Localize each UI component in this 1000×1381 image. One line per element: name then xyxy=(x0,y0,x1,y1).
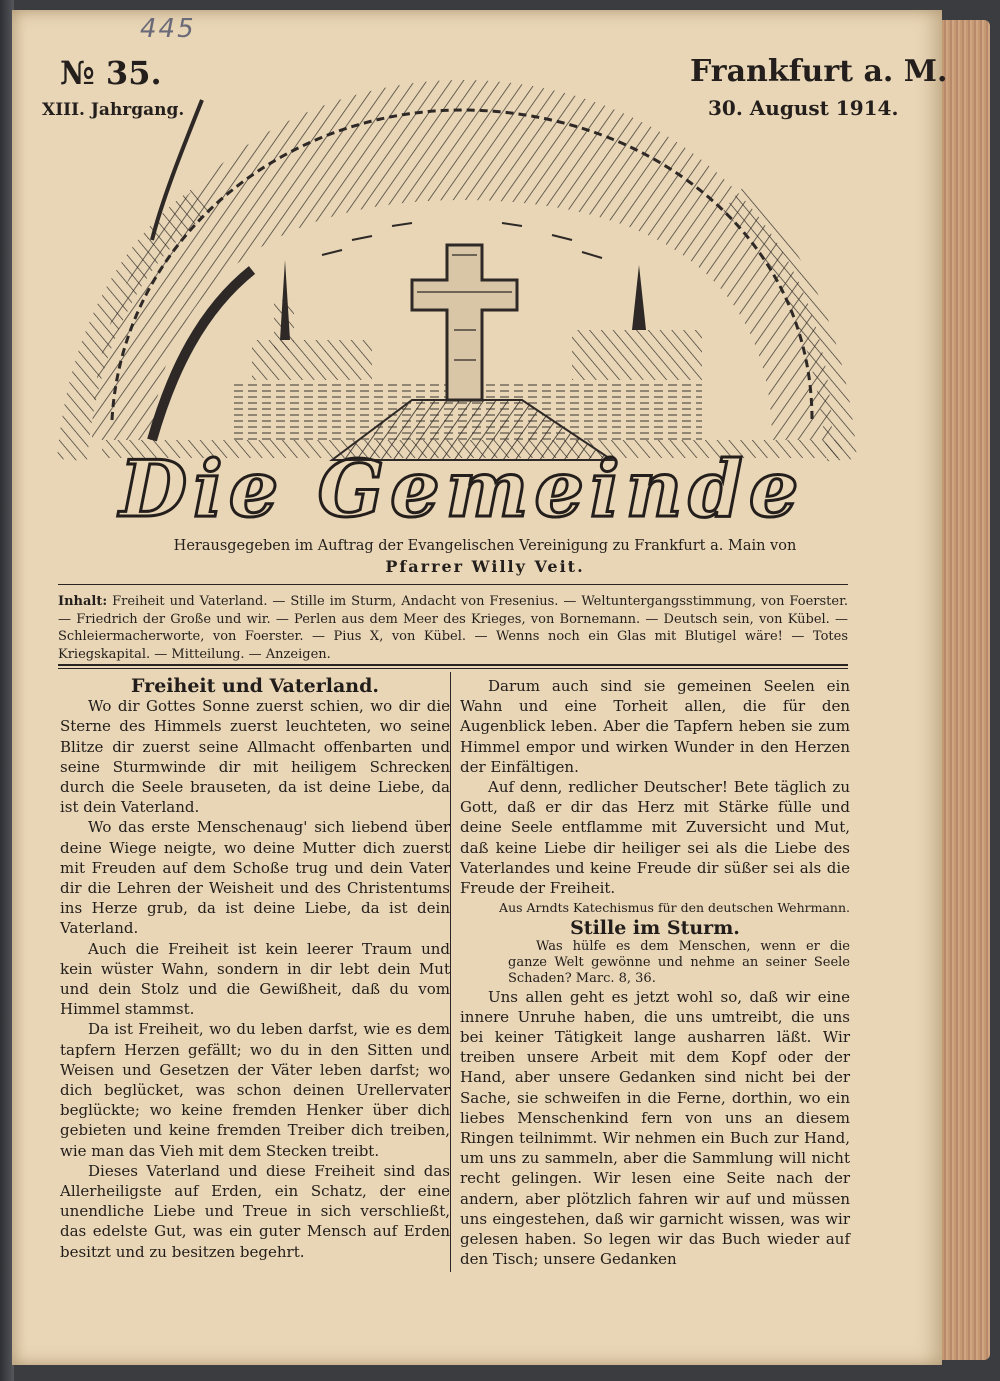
rule-top xyxy=(58,584,848,585)
issue-number: № 35. xyxy=(60,54,162,92)
column-left xyxy=(60,676,450,1262)
toc-text: Freiheit und Vaterland. — Stille im Sturm, Andacht von Fresenius. — Weltuntergangsstimmung, von Foerster. — Friedrich der Große und wir. — Perlen aus dem Meer des Krieges, von Bornemann. — Deutsch sein, von Kübel. — Schleiermacherworte, von Foerster. — Pius X, von Kübel. — Wenns noch ein Glas mit Blutigel wäre! — Totes Kriegskapital. — Mitteilung. — Anzeigen. xyxy=(58,594,848,662)
article-paragraph: Dieses Vaterland und diese Freiheit sind das Allerheiligste auf Erden, ein Schatz, der eine unendliche Liebe und Treue in sich verschließt, das edelste Gut, was ein guter Mensch auf Erden besitzt und zu besitzen begehrt. xyxy=(60,1161,450,1261)
article-paragraph: Auf denn, redlicher Deutscher! Bete täglich zu Gott, daß er dir das Herz mit Stärke fülle und deine Seele entflamme mit Zuversicht und Mut, daß keine Liebe dir heiliger sei als die Liebe des Vaterlandes und keine Freude dir süßer sei als die Freude der Freiheit. xyxy=(460,778,850,898)
article-paragraph: Wo dir Gottes Sonne zuerst schien, wo dir die Sterne des Himmels zuerst leuchteten, wo seine Blitze dir zuerst seine Allmacht offenbarten und seine Sturmwinde dir mit heiligem Schrecken durch die Seele brauseten, da ist deine Liebe, da ist dein Vaterland. xyxy=(60,697,450,817)
article-paragraph: Auch die Freiheit ist kein leerer Traum und kein wüster Wahn, sondern in dir lebt dein Mut und dein Stolz und die Gewißheit, daß du vom Himmel stammst. xyxy=(60,939,450,1019)
article-paragraph: Darum auch sind sie gemeinen Seelen ein Wahn und eine Torheit allen, die für den Augenblick leben. Aber die Tapfern heben sie zum Himmel empor und wirken Wunder in den Herzen der Einfältigen. xyxy=(460,677,850,776)
volume-label: XIII. Jahrgang. xyxy=(42,100,185,120)
masthead-title-lettering: Die Gemeinde xyxy=(119,444,805,530)
issue-date: 30. August 1914. xyxy=(708,96,899,120)
column-right xyxy=(460,676,850,1269)
article-source: Aus Arndts Katechismus für den deutschen Wehrmann. xyxy=(499,900,850,916)
rule-section-thin xyxy=(58,668,848,669)
article-title-stille: Stille im Sturm. xyxy=(570,917,740,940)
toc-label: Inhalt: xyxy=(58,594,108,609)
book-fore-edge xyxy=(942,20,990,1360)
masthead-illustration xyxy=(52,40,862,530)
publisher-line: Herausgegeben im Auftrag der Evangelischen Vereinigung zu Frankfurt a. Main von xyxy=(173,538,797,554)
article-paragraph: Uns allen geht es jetzt wohl so, daß wir eine innere Unruhe haben, die uns umtreibt, die uns bei keiner Tätigkeit lange ausharren läßt. Wir treiben unsere Arbeit mit dem Kopf oder der Hand, aber unsere Gedanken sind nicht bei der Sache, sie schweifen in die Ferne, dorthin, wo ein liebes Menschenkind fern von uns an diesem Ringen teilnimmt. Wir nehmen ein Buch zur Hand, um uns zu sammeln, aber die Sammlung will nicht recht gelingen. Wir lesen eine Seite nach der andern, aber plötzlich fahren wir auf und müssen uns eingestehen, daß wir garnicht wissen, was wir gelesen haben. So legen wir das Buch wieder auf den Tisch; unsere Gedanken xyxy=(460,987,850,1269)
rule-section xyxy=(58,664,848,666)
pencil-annotation: 445 xyxy=(140,14,196,44)
article-title-freiheit: Freiheit und Vaterland. xyxy=(131,675,379,697)
article-paragraph: Da ist Freiheit, wo du leben darfst, wie es dem tapfern Herzen gefällt; wo du in den Sitten und Weisen und Gesetzen der Väter leben darfst; wo dich beglücket, was schon deinen Urellervater beglückte; wo keine fremden Henker über dich gebieten und keine fremden Treiber dich treiben, wie man das Vieh mit dem Stecken treibt. xyxy=(60,1020,450,1160)
table-of-contents xyxy=(58,593,848,663)
bible-motto: Was hülfe es dem Menschen, wenn er die ganze Welt gewönne und nehme an seiner Seele Schaden? Marc. 8, 36. xyxy=(508,938,850,986)
editor-name: Pfarrer Willy Veit. xyxy=(385,557,585,576)
article-paragraph: Wo das erste Menschenaug' sich liebend über deine Wiege neigte, wo deine Mutter dich zuerst mit Freuden auf dem Schoße trug und dein Vater dir die Lehren der Weisheit und des Christentums ins Herze grub, da ist deine Liebe, da ist dein Vaterland. xyxy=(60,818,450,938)
place-label: Frankfurt a. M. xyxy=(690,54,948,89)
column-divider xyxy=(450,672,451,1272)
